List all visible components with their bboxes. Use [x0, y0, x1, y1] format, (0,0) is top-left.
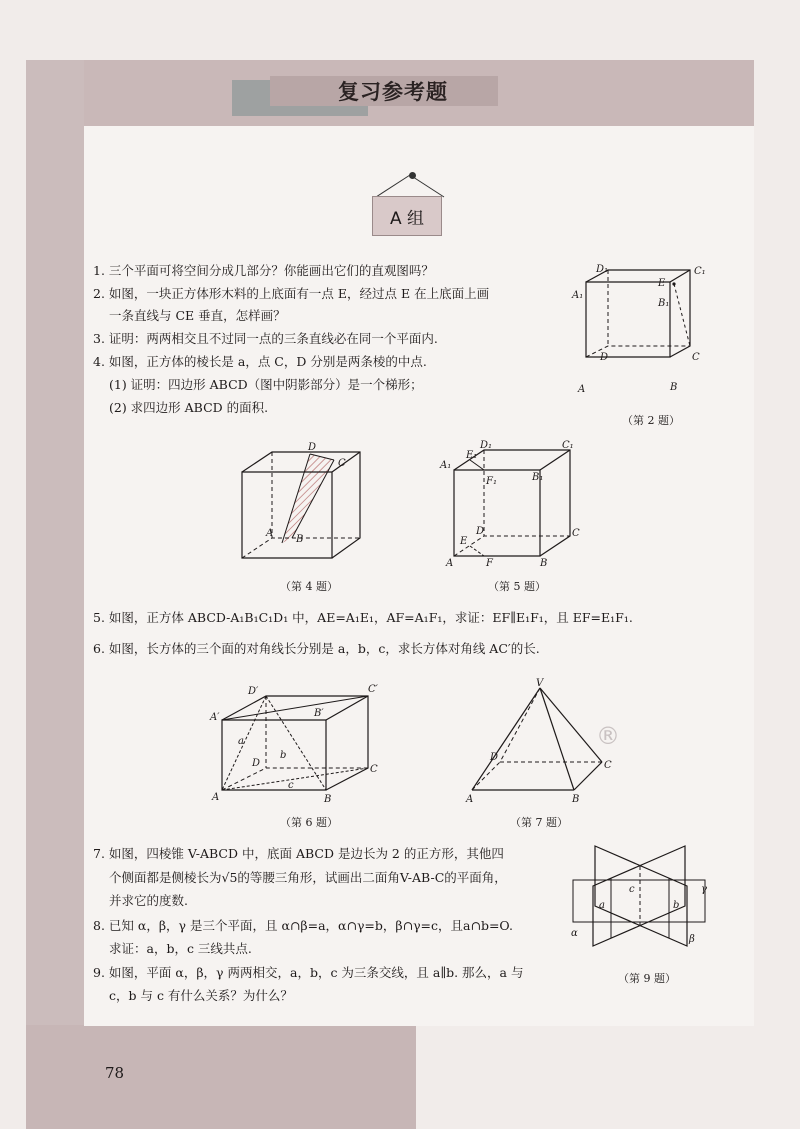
fig9-label-alpha: α: [571, 928, 578, 939]
fig9-label-gamma: γ: [701, 884, 707, 895]
fig4-label-a: A: [266, 528, 274, 539]
figure-9-planes: [565, 842, 715, 952]
fig2-label-d: D: [600, 352, 609, 363]
group-label: A 组: [372, 196, 442, 236]
fig7-label-c: C: [604, 760, 612, 771]
caption-fig4: （第 4 题）: [280, 580, 338, 593]
fig6-label-cp: C′: [368, 684, 378, 695]
fig9-label-b: b: [673, 900, 680, 911]
fig5-label-a: A: [446, 558, 454, 569]
fig6-label-b: b: [280, 750, 287, 761]
page-title: 复习参考题: [338, 80, 448, 104]
fig2-label-a: A: [578, 384, 586, 395]
problem-1: 1. 三个平面可将空间分成几部分？你能画出它们的直观图吗？: [93, 263, 434, 278]
fig2-label-c: C: [692, 352, 700, 363]
problem-2-line2: 一条直线与 CE 垂直，怎样画？: [109, 308, 286, 323]
fig6-label-cc: C: [370, 764, 378, 775]
fig6-label-a: a: [238, 736, 244, 747]
fig2-label-b1: B₁: [658, 298, 670, 309]
figure-5-cube: [440, 440, 590, 570]
problem-2-line1: 2. 如图，一块正方体形木料的上底面有一点 E，经过点 E 在上底面上画: [93, 286, 490, 301]
sign-nail: [409, 172, 416, 179]
left-band: [26, 60, 84, 1045]
fig2-label-c1: C₁: [694, 266, 706, 277]
fig2-label-b: B: [670, 382, 678, 393]
fig6-label-d: D: [252, 758, 261, 769]
fig2-label-a1: A₁: [572, 290, 584, 301]
fig6-label-c: c: [288, 780, 294, 791]
problem-5: 5. 如图，正方体 ABCD-A₁B₁C₁D₁ 中，AE=A₁E₁，AF=A₁F₁，求证：EF∥E₁F₁，且 EF=E₁F₁.: [93, 610, 633, 625]
problem-4-part2: (2) 求四边形 ABCD 的面积.: [109, 400, 269, 415]
fig7-label-v: V: [536, 678, 544, 689]
fig5-label-a1: A₁: [440, 460, 452, 471]
problem-7-line3: 并求它的度数.: [109, 893, 188, 908]
fig5-label-b: B: [540, 558, 548, 569]
fig4-label-d: D: [308, 442, 317, 453]
fig5-label-d: D: [476, 526, 485, 537]
fig5-label-f1: F₁: [486, 476, 497, 487]
caption-fig2: （第 2 题）: [622, 414, 680, 427]
fig5-label-e: E: [460, 536, 468, 547]
fig5-label-b1: B₁: [532, 472, 544, 483]
watermark-registered: ®: [596, 722, 620, 750]
problem-7-line1: 7. 如图，四棱锥 V-ABCD 中，底面 ABCD 是边长为 2 的正方形，其他四: [93, 846, 504, 861]
problem-3: 3. 证明：两两相交且不过同一点的三条直线必在同一个平面内.: [93, 331, 438, 346]
fig9-label-a: a: [599, 900, 605, 911]
caption-fig5: （第 5 题）: [488, 580, 546, 593]
fig5-label-c: C: [572, 528, 580, 539]
problem-8-line2: 求证：a，b，c 三线共点.: [109, 941, 252, 956]
page-number: 78: [105, 1064, 125, 1082]
fig7-label-d: D: [490, 752, 499, 763]
caption-fig9: （第 9 题）: [618, 972, 676, 985]
caption-fig6: （第 6 题）: [280, 816, 338, 829]
caption-fig7: （第 7 题）: [510, 816, 568, 829]
fig6-label-bp: B′: [314, 708, 324, 719]
fig7-label-b: B: [572, 794, 580, 805]
problem-6: 6. 如图，长方体的三个面的对角线长分别是 a，b，c，求长方体对角线 AC′的长.: [93, 641, 540, 656]
problem-8-line1: 8. 已知 α，β，γ 是三个平面，且 α∩β=a，α∩γ=b，β∩γ=c，且a∩b=O.: [93, 918, 513, 933]
figure-4-cube: [230, 440, 370, 570]
problem-4-part1: (1) 证明：四边形 ABCD（图中阴影部分）是一个梯形；: [109, 377, 423, 392]
fig6-label-dp: D′: [248, 686, 259, 697]
figure-7-pyramid: [462, 676, 612, 806]
fig2-label-d1: D₁: [596, 264, 609, 275]
fig5-label-c1: C₁: [562, 440, 574, 451]
problem-4: 4. 如图，正方体的棱长是 a，点 C，D 分别是两条棱的中点.: [93, 354, 427, 369]
problem-7-line2: 个侧面都是侧棱长为√5的等腰三角形，试画出二面角V-AB-C的平面角，: [109, 870, 507, 885]
fig5-label-d1: D₁: [480, 440, 493, 451]
problem-9-line1: 9. 如图，平面 α，β，γ 两两相交，a，b，c 为三条交线，且 a∥b. 那么，a 与: [93, 965, 524, 980]
fig9-label-beta: β: [689, 934, 695, 945]
fig5-label-f: F: [486, 558, 493, 569]
fig5-label-e1: E₁: [466, 450, 478, 461]
bottom-band: [26, 1025, 416, 1129]
fig6-label-bb: B: [324, 794, 332, 805]
fig4-label-c: C: [338, 458, 346, 469]
fig6-label-aa: A: [212, 792, 220, 803]
fig6-label-ap: A′: [210, 712, 220, 723]
fig7-label-a: A: [466, 794, 474, 805]
fig2-label-e: E: [658, 278, 666, 289]
figure-2-cube: [570, 262, 720, 402]
figure-6-box: [208, 684, 388, 804]
fig9-label-c: c: [629, 884, 635, 895]
fig4-label-b: B: [296, 534, 304, 545]
problem-9-line2: c，b 与 c 有什么关系？为什么？: [109, 988, 293, 1003]
